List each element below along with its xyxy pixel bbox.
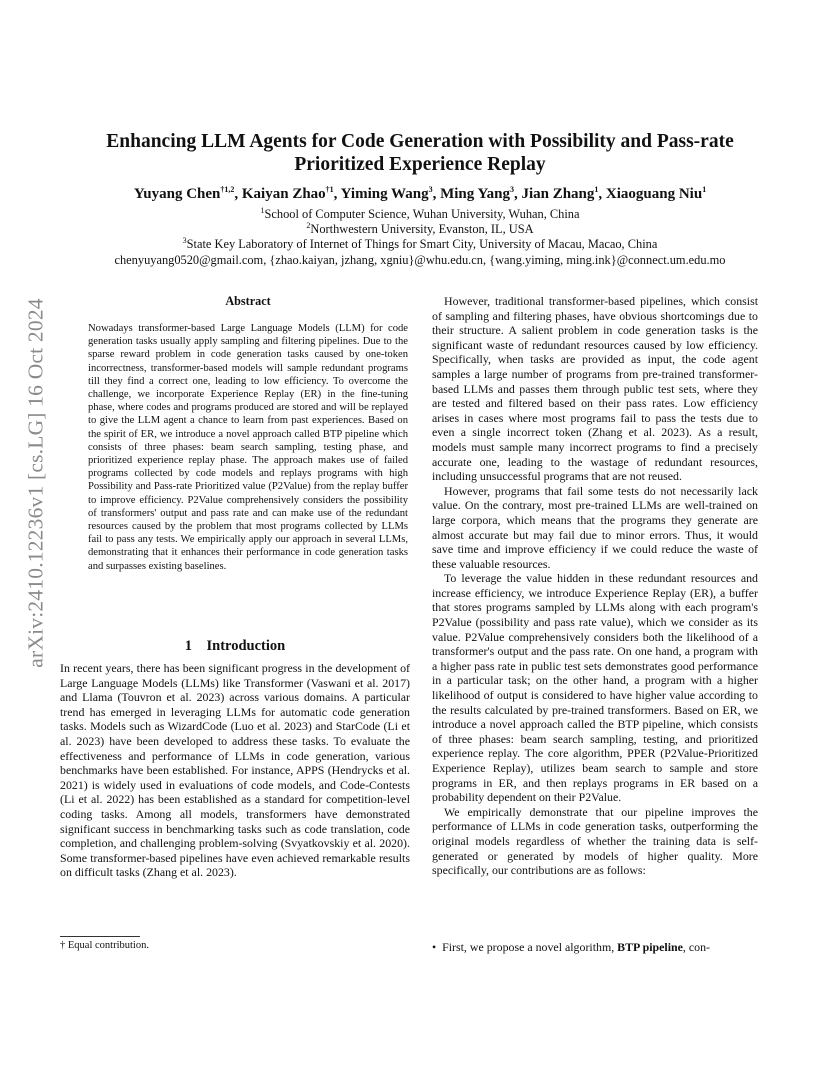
body-paragraph: To leverage the value hidden in these redundant resources and increase efficiency, we introduce Experience Replay (ER), a buffer that stores programs sampled by LLMs along with each program's P2Value (possibility and pass rate value), which we consider as its value. P2Value comprehensively considers both the likelihood of a transformer's output and the pass rate. On one hand, a program with a higher pass rate in public test sets demonstrates good performance in a particular task; on the other hand, a program with a higher likelihood of output is considered to have higher value according to the results calculated by pre-trained transformers. Based on ER, we introduce a novel approach called the BTP pipeline, which consists of three phases: beam search sampling, testing, and prioritized experience replay. The core algorithm, PPER (P2Value-Prioritized Experience Replay), utilizes beam search to sample and store programs in ER, and then replays programs in ER based on a probability dependent on their P2Value.	[432, 571, 758, 805]
right-column	[432, 294, 758, 878]
author: Ming Yang$^3$,	[440, 185, 522, 202]
arxiv-id: arXiv:2410.12236v1 [cs.LG] 16 Oct 2024	[23, 298, 48, 668]
author: Yiming Wang$^3$,	[340, 185, 441, 202]
body-paragraph: We empirically demonstrate that our pipeline improves the performance of LLMs in code generation tasks, outperforming the original models regardless of whether the training data is self-generated or generated by models of higher quality. More specifically, our contributions are as follows:	[432, 804, 758, 878]
author: Jian Zhang$^1$,	[521, 185, 606, 202]
author: Kaiyan Zhao$^{\dagger 1}$,	[241, 185, 341, 202]
abstract-heading: Abstract	[225, 294, 271, 308]
body-paragraph: However, programs that fail some tests do not necessarily lack value. On the contrary, most pre-trained LLMs are well-trained on large corpora, which means that the programs they generate are almost accurate but may fail due to minor errors. Thus, it would save time and improve efficiency if we could reduce the waste of these valuable resources.	[432, 483, 758, 571]
author: Yuyang Chen$^{\dagger 1,2}$,	[133, 185, 242, 202]
paper-title: Enhancing LLM Agents for Code Generation with Possibility and Pass-rate Prioritized Experience Replay	[106, 131, 734, 175]
affiliation: $^3$State Key Laboratory of Internet of Things for Smart City, University of Macau, Macao, China	[182, 235, 658, 251]
contribution-bullet: • First, we propose a novel algorithm, BTP pipeline, con-	[432, 940, 710, 954]
arxiv-stamp	[14, 288, 58, 678]
footnote: † Equal contribution.	[60, 940, 149, 951]
section-heading: 1 Introduction	[184, 638, 286, 654]
author-list	[70, 184, 770, 204]
footnote-rule	[60, 936, 140, 937]
intro-paragraph: In recent years, there has been significant progress in the development of Large Language Models (LLMs) like Transformer (Vaswani et al. 2017) and Llama (Touvron et al. 2023) across various domains. A particular trend has emerged in leveraging LLMs for automatic code generation tasks. Models such as WizardCode (Luo et al. 2023) and StarCode (Li et al. 2023) have been developed to address these tasks. To evaluate the effectiveness and performance of LLMs in code generation, various benchmarks have been established. For instance, APPS (Hendrycks et al. 2021) is widely used in evaluations of code models, and Code-Contests (Li et al. 2022) has been established as a standard for competition-level coding tasks. Among all models, transformers have demonstrated significant success in benchmarking tasks such as code translation, code completion, and challenging problem-solving (Svyatkovskiy et al. 2020). Some transformer-based pipelines have even achieved remarkable results on difficult tasks (Zhang et al. 2023).	[60, 661, 410, 880]
affiliation: $^2$Northwestern University, Evanston, IL, USA	[306, 220, 534, 236]
abstract-body: Nowadays transformer-based Large Language Models (LLM) for code generation tasks usually apply sampling and filtering pipelines. Due to the sparse reward problem in code generation tasks caused by one-token incorrectness, transformer-based models will sample redundant programs till they find a correct one, leading to low efficiency. To overcome the challenge, we incorporate Experience Replay (ER) in the fine-tuning phase, where codes and programs produced are stored and will be replayed to give the LLM agent a chance to learn from past experiences. Based on the spirit of ER, we introduce a novel approach called BTP pipeline which consists of three phases: beam search sampling, testing phase, and prioritized experience replay phase. The approach makes use of failed programs collected by code models and replays programs with high Possibility and Pass-rate Prioritized value (P2Value) from the replay buffer to improve efficiency. P2Value comprehensively considers the possibility of transformers' output and pass rate and can make use of the redundant resources caused by the problem that most programs collected by LLMs fail to pass any tests. We empirically apply our approach in several LLMs, demonstrating that it enhances their performance in code generation tasks and surpasses existing baselines.	[88, 323, 408, 572]
body-paragraph: However, traditional transformer-based pipelines, which consist of sampling and filtering phases, have obvious shortcomings due to their structure. A salient problem in code generation tasks is the significant waste of redundant resources caused by low efficiency. Specifically, when tasks are provided as input, the code agent samples a large number of programs from pre-trained transformer-based LLMs and passes them through public test sets, where they are tested and filtered based on their pass rates. Low efficiency arises in cases where most programs fail to pass the tests due to even a single incorrect token (Zhang et al. 2023). As a result, models must sample many incorrect programs to find a precisely accurate one, leading to the wastage of redundant resources, including unsuccessful programs that are not reused.	[432, 294, 758, 484]
author-emails: chenyuyang0520@gmail.com, {zhao.kaiyan, jzhang, xgniu}@whu.edu.cn, {wang.yiming, ming.ink}@connect.um.edu.mo	[114, 253, 726, 267]
affiliation: $^1$School of Computer Science, Wuhan University, Wuhan, China	[260, 205, 580, 221]
author: Xiaoguang Niu$^1$	[605, 185, 707, 202]
